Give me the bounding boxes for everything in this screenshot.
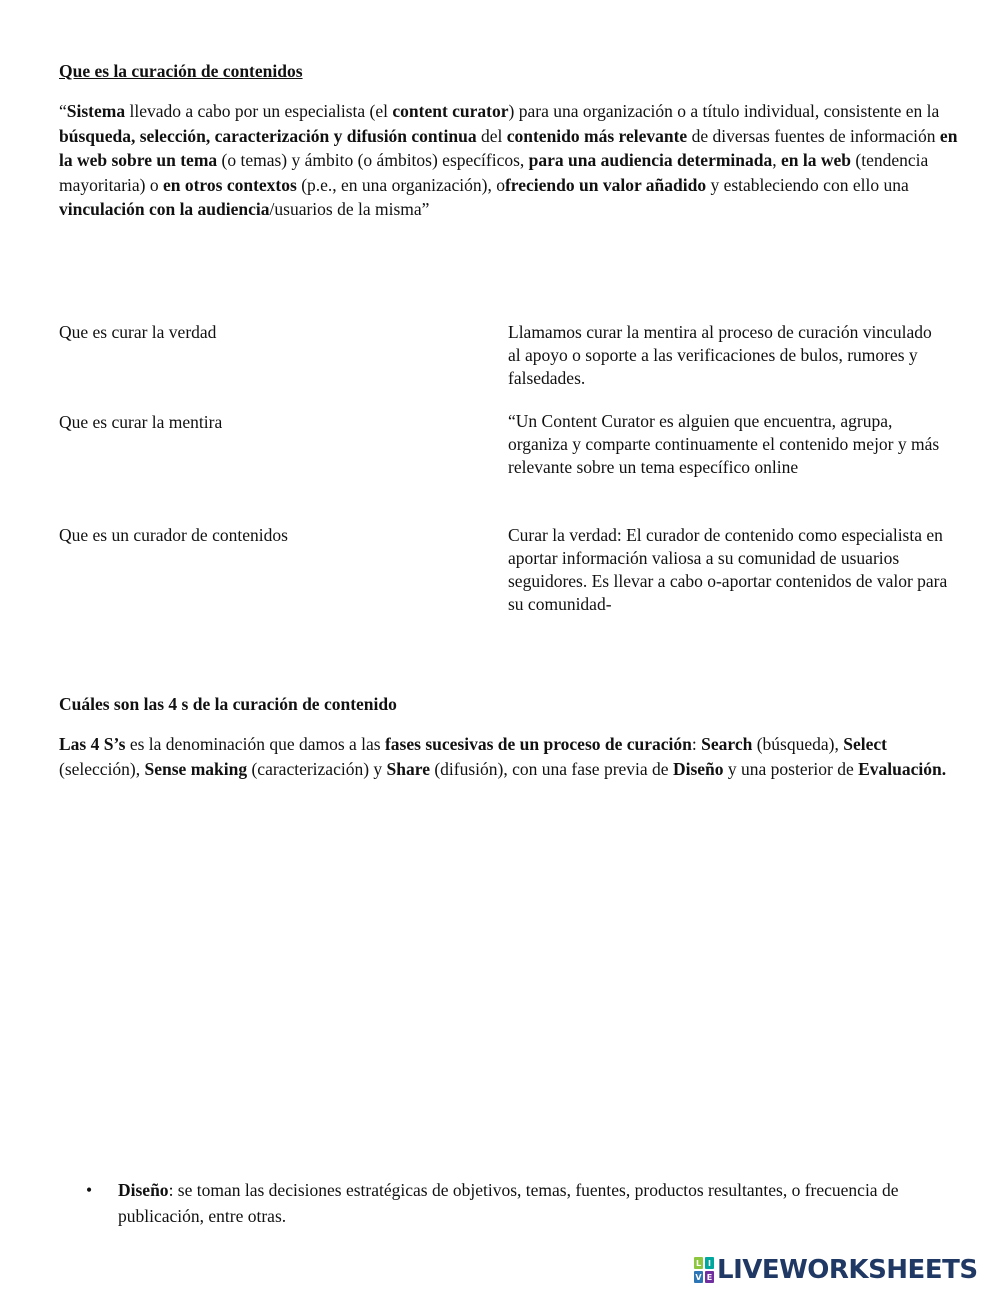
text-run: /usuarios de la misma” bbox=[269, 199, 430, 219]
bold-run: Diseño bbox=[672, 758, 724, 779]
text-run: “ bbox=[59, 101, 67, 121]
bullet-text: : se toman las decisiones estratégicas de objetivos, temas, fuentes, productos resultantes, o frecuencia de publicación, entre otras. bbox=[118, 1180, 899, 1226]
bullet-marker: • bbox=[86, 1180, 93, 1200]
bold-run: Select bbox=[843, 734, 887, 754]
text-run: llevado a cabo por un especialista (el bbox=[125, 101, 393, 121]
match-left-item[interactable]: Que es curar la verdad bbox=[59, 322, 217, 342]
text-run: (búsqueda), bbox=[752, 734, 844, 754]
text-run: (o temas) y ámbito (o ámbitos) específicos, bbox=[217, 150, 529, 170]
bold-run: Evaluación. bbox=[858, 758, 947, 779]
text-run: (selección), bbox=[59, 758, 145, 779]
text-run: es la denominación que damos a las bbox=[125, 734, 385, 754]
bold-run: en la web bbox=[781, 150, 851, 170]
bold-run: content curator bbox=[392, 101, 509, 121]
text-run: (caracterización) y bbox=[247, 758, 387, 779]
match-left-item[interactable]: Que es un curador de contenidos bbox=[59, 525, 288, 545]
text-run: y estableciendo con ello una bbox=[706, 174, 909, 195]
text-run: de diversas fuentes de información bbox=[687, 125, 940, 146]
bold-run: contenido más relevante bbox=[506, 125, 688, 146]
bold-run: vinculación con la audiencia bbox=[59, 199, 270, 219]
text-run: (tendencia mayoritaria) o bbox=[59, 150, 929, 195]
text-run: ) para una organización o a título individual, consistente en la bbox=[508, 101, 940, 121]
liveworksheets-logo bbox=[694, 1253, 978, 1287]
bullet-item bbox=[118, 1177, 918, 1229]
text-run: , bbox=[772, 150, 781, 170]
match-right-item[interactable]: Curar la verdad: El curador de contenido como especialista en aportar información valiosa a su comunidad de usuarios seguidores. Es llevar a cabo o-aportar contenidos de valor para su comunidad- bbox=[508, 525, 948, 614]
bold-run: Las 4 S’s bbox=[59, 734, 126, 754]
section2-title: Cuáles son las 4 s de la curación de contenido bbox=[59, 694, 397, 714]
match-right-item[interactable]: Llamamos curar la mentira al proceso de curación vinculado al apoyo o soporte a las verificaciones de bulos, rumores y falsedades. bbox=[508, 322, 932, 388]
bold-run: Sense making bbox=[144, 758, 248, 779]
text-run: y una posterior de bbox=[723, 758, 859, 779]
section1-title: Que es la curación de contenidos bbox=[59, 61, 303, 81]
live-badge-icon bbox=[694, 1257, 714, 1283]
bold-run: en la web sobre un tema bbox=[59, 125, 958, 170]
match-left-item[interactable]: Que es curar la mentira bbox=[59, 412, 223, 432]
match-right-item[interactable]: “Un Content Curator es alguien que encuentra, agrupa, organiza y comparte continuamente el contenido mejor y más relevante sobre un tema específico online bbox=[508, 411, 940, 477]
four-s-paragraph bbox=[59, 732, 959, 781]
badge-letter: L bbox=[695, 1258, 702, 1268]
bold-run: para una audiencia determinada bbox=[528, 150, 773, 170]
text-run: (p.e., en una organización), o bbox=[296, 174, 505, 195]
text-run: del bbox=[476, 125, 507, 146]
bold-run: fases sucesivas de un proceso de curación bbox=[384, 734, 692, 754]
badge-letter: V bbox=[695, 1272, 702, 1282]
badge-letter: I bbox=[705, 1257, 714, 1269]
bullet-bold: Diseño bbox=[118, 1180, 169, 1200]
text-run: : bbox=[691, 734, 702, 754]
logo-text: LIVEWORKSHEETS bbox=[717, 1255, 978, 1285]
definition-paragraph bbox=[59, 99, 959, 222]
bold-run: búsqueda, selección, caracterización y difusión continua bbox=[59, 125, 477, 146]
bold-run: Sistema bbox=[66, 101, 126, 121]
text-run: (difusión), con una fase previa de bbox=[429, 758, 673, 779]
bold-run: Search bbox=[701, 734, 753, 754]
bold-run: en otros contextos bbox=[162, 174, 297, 195]
badge-letter: E bbox=[706, 1272, 713, 1282]
bold-run: freciendo un valor añadido bbox=[504, 174, 707, 195]
bold-run: Share bbox=[386, 758, 430, 779]
